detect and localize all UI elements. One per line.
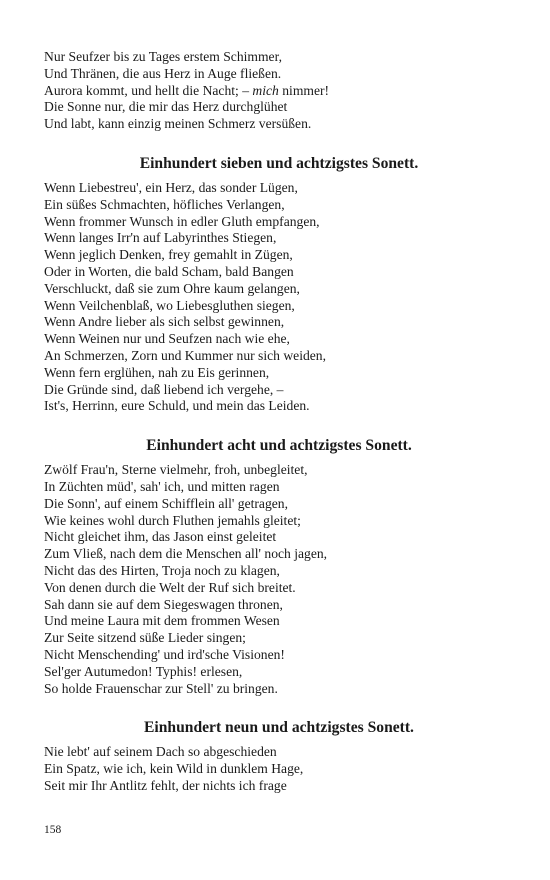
poem-line: Oder in Worten, die bald Scham, bald Bangen	[44, 263, 294, 279]
sonnets-container	[44, 155, 514, 795]
poem-line: Wenn frommer Wunsch in edler Gluth empfangen,	[44, 213, 320, 229]
poem-line: Wenn Weinen nur und Seufzen nach wie ehe,	[44, 331, 290, 347]
page-number: 158	[44, 824, 62, 836]
poem-line: Wenn Andre lieber als sich selbst gewinnen,	[44, 314, 285, 330]
poem-line: Ein Spatz, wie ich, kein Wild in dunklem Hage,	[44, 761, 304, 777]
page-body	[44, 49, 514, 795]
poem-line: Sah dann sie auf dem Siegeswagen thronen,	[44, 596, 283, 612]
poem-line: So holde Frauenschar zur Stell' zu bringen.	[44, 680, 278, 696]
sonnet-section	[44, 719, 514, 794]
poem-line: Und meine Laura mit dem frommen Wesen	[44, 613, 280, 629]
poem-line: Sel'ger Autumedon! Typhis! erlesen,	[44, 663, 243, 679]
poem-line: Verschluckt, daß sie zum Ohre kaum gelangen,	[44, 280, 300, 296]
sonnet-title: Einhundert sieben und achtzigstes Sonett.	[139, 154, 419, 172]
poem-line: Und Thränen, die aus Herz in Auge fließen.	[44, 65, 282, 81]
poem-line: Und labt, kann einzig meinen Schmerz versüßen.	[44, 116, 312, 132]
poem-line: Ist's, Herrinn, eure Schuld, und mein das Leiden.	[44, 398, 310, 414]
poem-line: Ein süßes Schmachten, höfliches Verlangen,	[44, 196, 285, 212]
sonnet-section	[44, 155, 514, 415]
sonnet-title: Einhundert neun und achtzigstes Sonett.	[144, 719, 414, 737]
poem-line: Nicht Menschending' und ird'sche Visionen!	[44, 646, 285, 662]
sonnet-title: Einhundert acht und achtzigstes Sonett.	[146, 437, 412, 455]
poem-line: Zwölf Frau'n, Sterne vielmehr, froh, unbegleitet,	[44, 462, 308, 478]
poem-line: Zur Seite sitzend süße Lieder singen;	[44, 630, 246, 646]
poem-line: Wenn jeglich Denken, frey gemahlt in Zügen,	[44, 247, 293, 263]
poem-line: Die Sonne nur, die mir das Herz durchglühet	[44, 99, 288, 115]
poem-line: Nicht gleichet ihm, das Jason einst geleitet	[44, 529, 277, 545]
poem-line: Von denen durch die Welt der Ruf sich breitet.	[44, 579, 296, 595]
poem-line: Nicht das des Hirten, Troja noch zu klagen,	[44, 562, 280, 578]
poem-line: Wenn langes Irr'n auf Labyrinthes Stiegen,	[44, 230, 277, 246]
poem-line	[44, 83, 514, 100]
poem-line: Die Gründe sind, daß liebend ich vergehe, –	[44, 381, 284, 397]
poem-line: Die Sonn', auf einem Schifflein all' getragen,	[44, 495, 288, 511]
poem-line: Zum Vließ, nach dem die Menschen all' noch jagen,	[44, 546, 328, 562]
poem-line: Wenn Veilchenblaß, wo Liebesgluthen siegen,	[44, 297, 295, 313]
poem-line: Wie keines wohl durch Fluthen jemahls gleitet;	[44, 512, 301, 528]
sonnet-section	[44, 437, 514, 697]
italic-word: mich	[252, 82, 279, 98]
poem-line: Wenn fern erglühen, nah zu Eis gerinnen,	[44, 364, 270, 380]
poem-line: An Schmerzen, Zorn und Kummer nur sich weiden,	[44, 347, 326, 363]
poem-line: Nie lebt' auf seinem Dach so abgeschieden	[44, 744, 277, 760]
poem-line-part: nimmer!	[278, 82, 330, 98]
poem-line: Seit mir Ihr Antlitz fehlt, der nichts ich frage	[44, 777, 287, 793]
poem-line-part: Aurora kommt, und hellt die Nacht; –	[44, 82, 253, 98]
poem-line: Nur Seufzer bis zu Tages erstem Schimmer,	[44, 49, 282, 64]
poem-line: Wenn Liebestreu', ein Herz, das sonder Lügen,	[44, 179, 298, 195]
poem-line: In Züchten müd', sah' ich, und mitten ragen	[44, 478, 280, 494]
opening-stanza	[44, 49, 514, 133]
